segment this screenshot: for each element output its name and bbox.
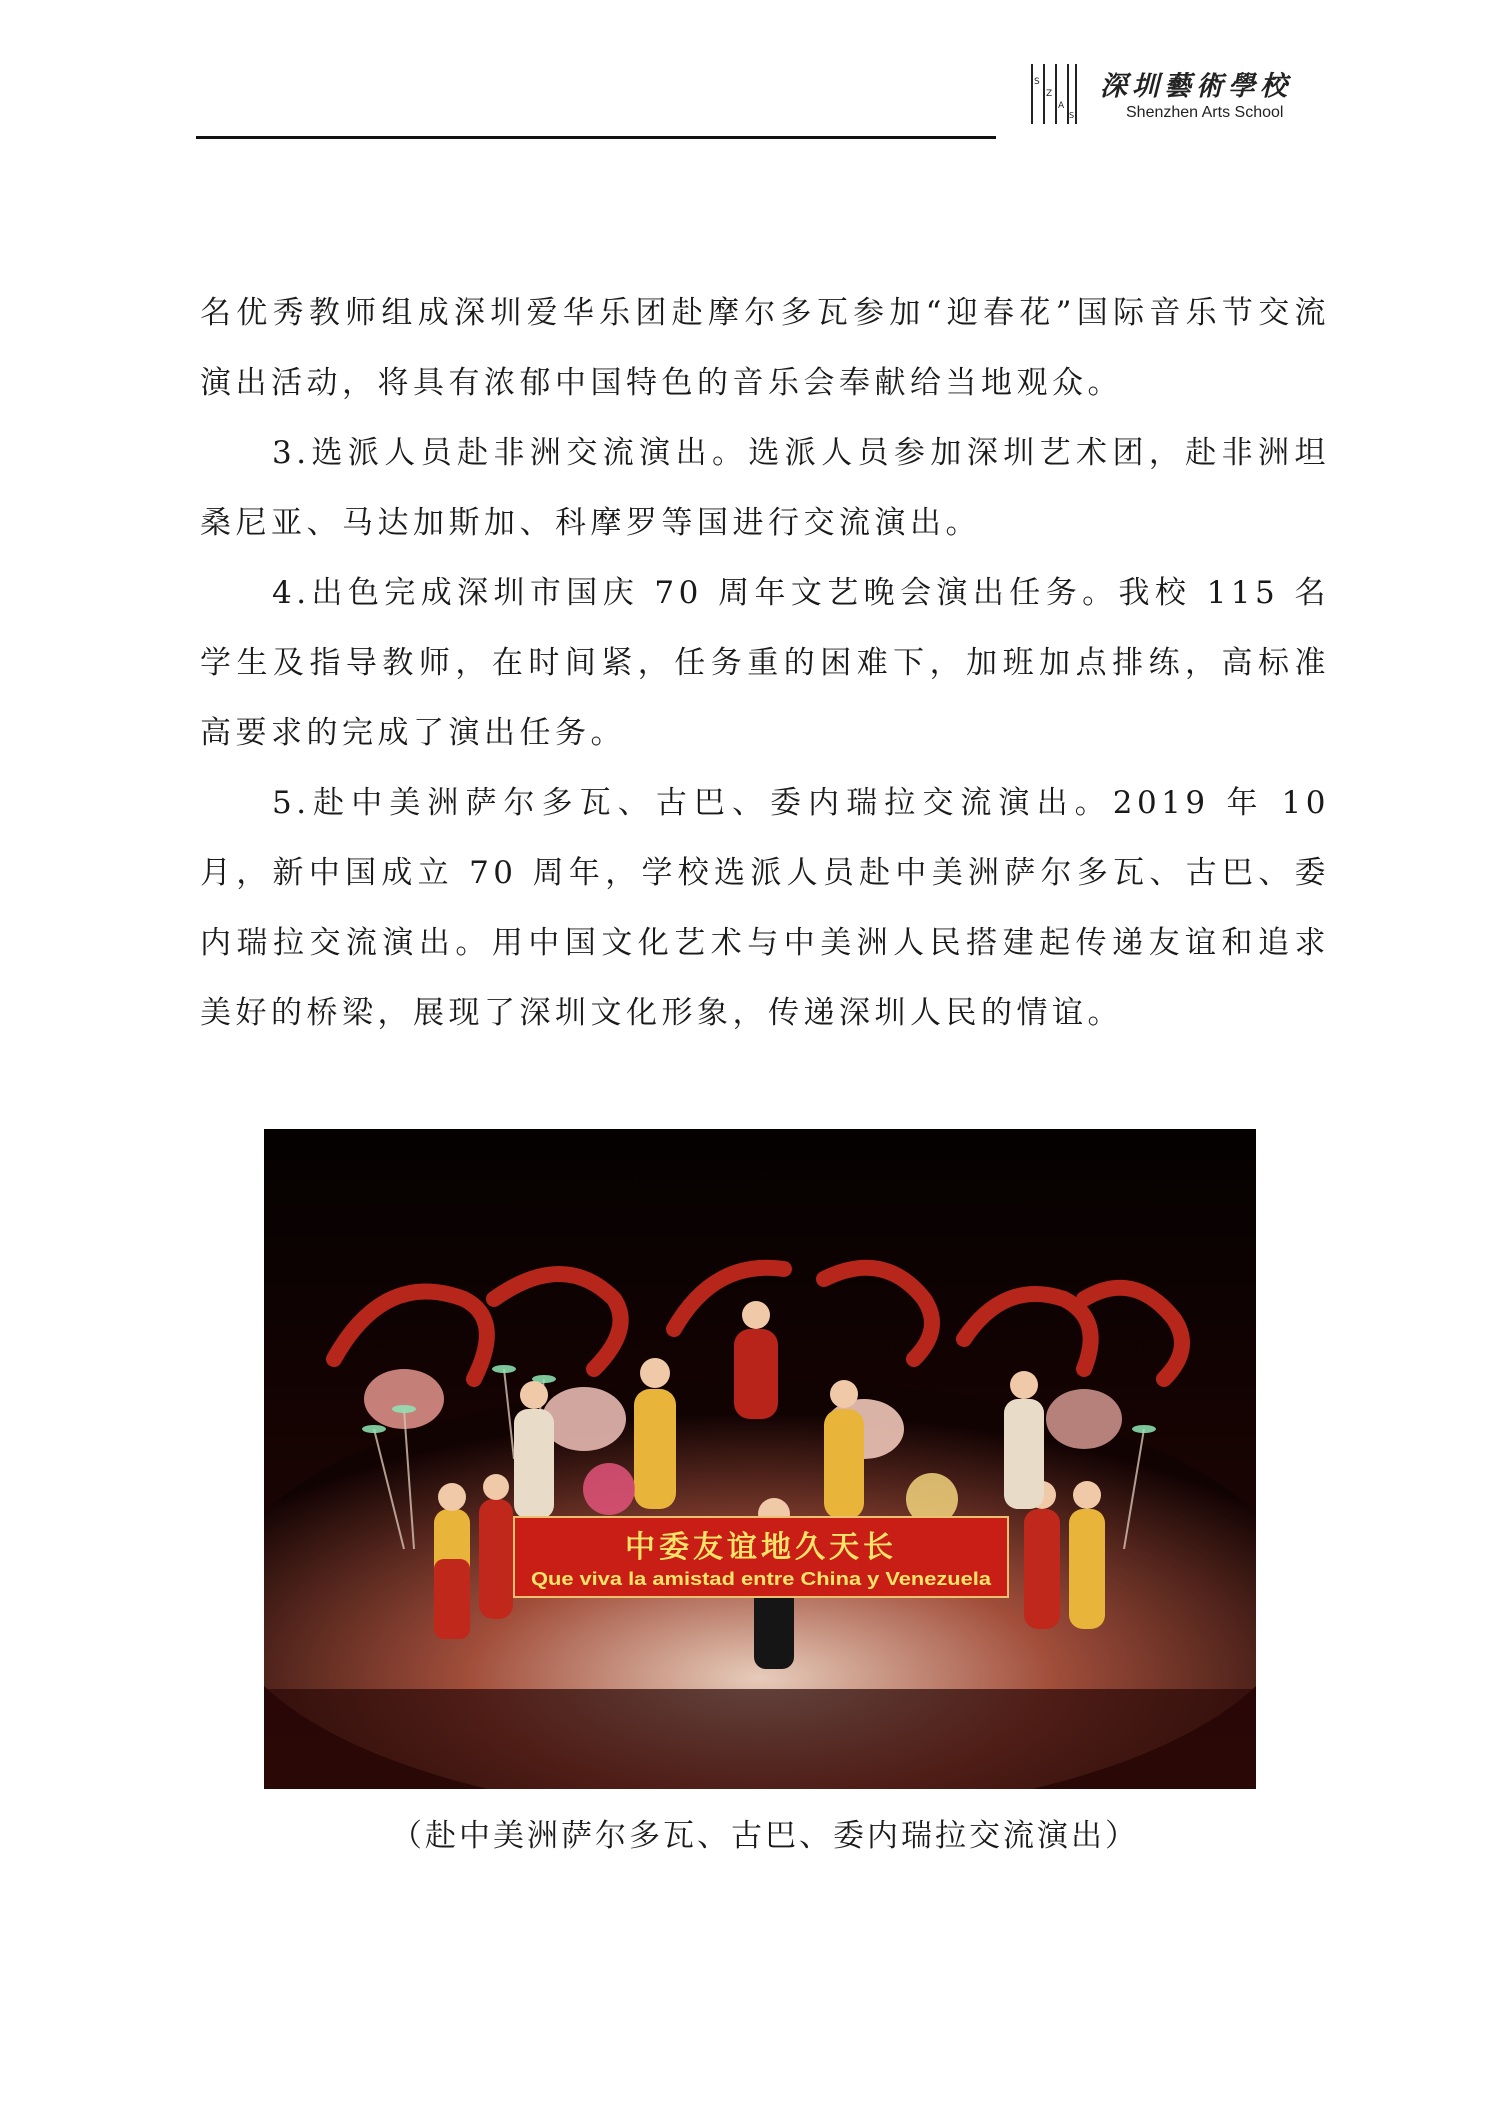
banner-spanish-text: Que viva la amistad entre China y Venezuela: [531, 1569, 993, 1589]
logo-english-name: Shenzhen Arts School: [1126, 104, 1284, 121]
logo-letter: S: [1069, 111, 1075, 120]
performance-photo: [264, 1129, 1256, 1789]
logo-letter: S: [1034, 77, 1040, 87]
paragraph: 3.选派人员赴非洲交流演出。选派人员参加深圳艺术团，赴非洲坦桑尼亚、马达加斯加、科摩罗等国进行交流演出。: [200, 435, 1330, 541]
performance-photo-illustration: [264, 1129, 1256, 1789]
paragraph: 名优秀教师组成深圳爱华乐团赴摩尔多瓦参加“迎春花”国际音乐节交流演出活动，将具有浓郁中国特色的音乐会奉献给当地观众。: [200, 295, 1330, 401]
photo-caption: （赴中美洲萨尔多瓦、古巴、委内瑞拉交流演出）: [391, 1818, 1139, 1854]
paragraph: 4.出色完成深圳市国庆 70 周年文艺晚会演出任务。我校 115 名学生及指导教师，在时间紧，任务重的困难下，加班加点排练，高标准高要求的完成了演出任务。: [200, 575, 1330, 751]
banner-chinese-text: 中委友谊地久天长: [625, 1530, 897, 1565]
paragraph: 5.赴中美洲萨尔多瓦、古巴、委内瑞拉交流演出。2019 年 10 月，新中国成立 70 周年，学校选派人员赴中美洲萨尔多瓦、古巴、委内瑞拉交流演出。用中国文化艺术与中美洲人民搭建起传递友谊和追求美好的桥梁，展现了深圳文化形象，传递深圳人民的情谊。: [200, 785, 1330, 1031]
logo-chinese-name: 深圳藝術學校: [1100, 71, 1292, 102]
header-rule: [196, 136, 996, 139]
body-text: [200, 278, 1330, 1048]
logo-letter: A: [1058, 101, 1065, 111]
school-logo: [1030, 58, 1310, 132]
logo-mark: [1030, 60, 1078, 126]
logo-letter: Z: [1046, 89, 1053, 99]
